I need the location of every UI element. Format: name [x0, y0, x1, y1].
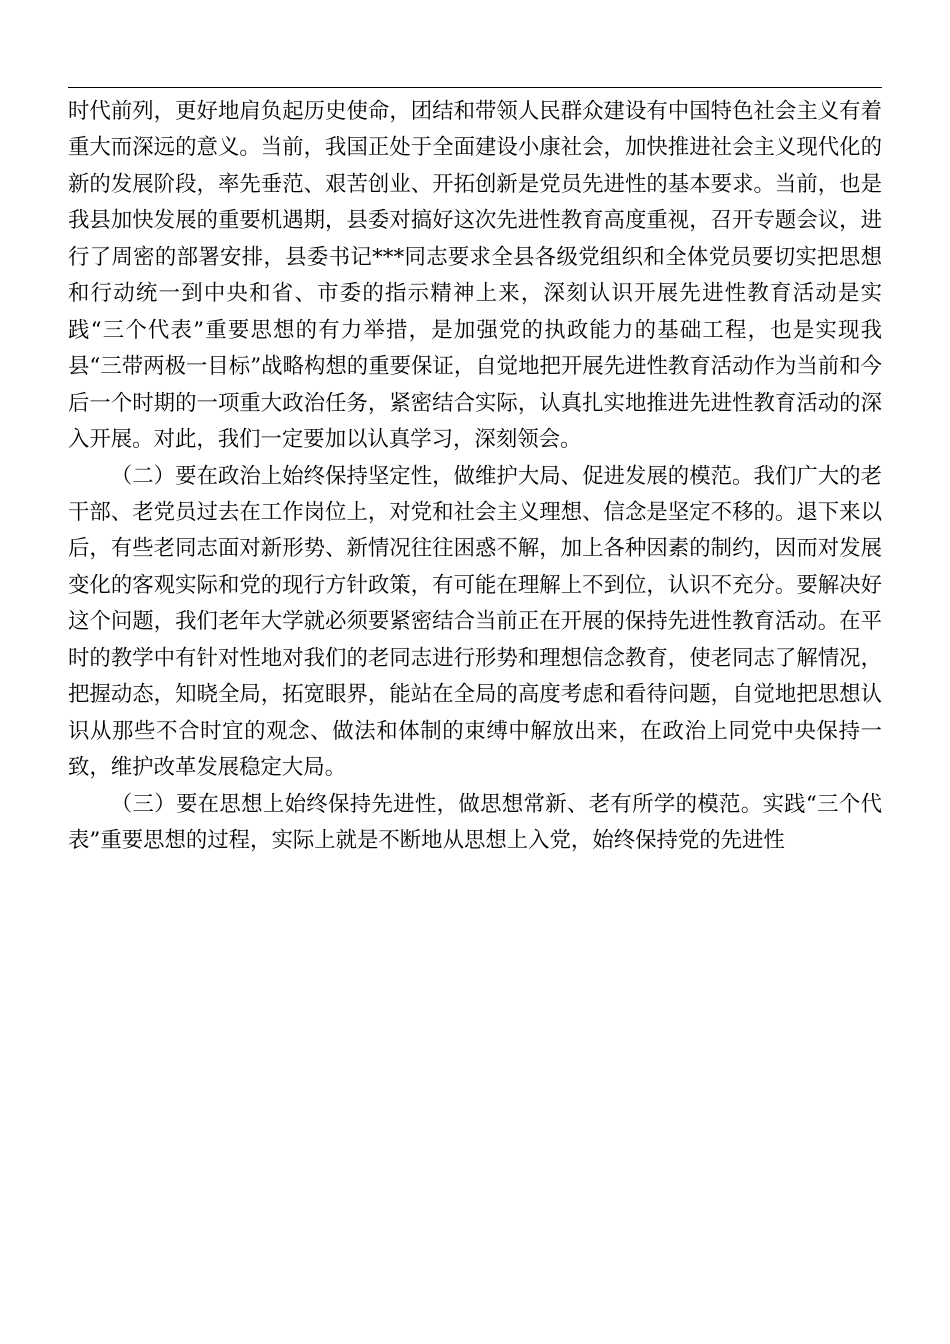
- document-body: [68, 94, 882, 860]
- paragraph-continued: 时代前列，更好地肩负起历史使命，团结和带领人民群众建设有中国特色社会主义有着重大而深远的意义。当前，我国正处于全面建设小康社会，加快推进社会主义现代化的新的发展阶段，率先垂范、艰苦创业、开拓创新是党员先进性的基本要求。当前，也是我县加快发展的重要机遇期，县委对搞好这次先进性教育高度重视，召开专题会议，进行了周密的部署安排，县委书记***同志要求全县各级党组织和全体党员要切实把思想和行动统一到中央和省、市委的指示精神上来，深刻认识开展先进性教育活动是实践“三个代表”重要思想的有力举措，是加强党的执政能力的基础工程，也是实现我县“三带两极一目标”战略构想的重要保证，自觉地把开展先进性教育活动作为当前和今后一个时期的一项重大政治任务，紧密结合实际，认真扎实地推进先进性教育活动的深入开展。对此，我们一定要加以认真学习，深刻领会。: [68, 99, 882, 453]
- paragraph-ideological-advancement: （三）要在思想上始终保持先进性，做思想常新、老有所学的模范。实践“三个代表”重要思想的过程，实际上就是不断地从思想上入党，始终保持党的先进性: [68, 791, 882, 854]
- header-rule: [68, 87, 882, 88]
- paragraph-political-firmness: （二）要在政治上始终保持坚定性，做维护大局、促进发展的模范。我们广大的老干部、老党员过去在工作岗位上，对党和社会主义理想、信念是坚定不移的。退下来以后，有些老同志面对新形势、新情况往往困惑不解，加上各种因素的制约，因而对发展变化的客观实际和党的现行方针政策，有可能在理解上不到位，认识不充分。要解决好这个问题，我们老年大学就必须要紧密结合当前正在开展的保持先进性教育活动。在平时的教学中有针对性地对我们的老同志进行形势和理想信念教育，使老同志了解情况，把握动态，知晓全局，拓宽眼界，能站在全局的高度考虑和看待问题，自觉地把思想认识从那些不合时宜的观念、做法和体制的束缚中解放出来，在政治上同党中央保持一致，维护改革发展稳定大局。: [68, 463, 882, 781]
